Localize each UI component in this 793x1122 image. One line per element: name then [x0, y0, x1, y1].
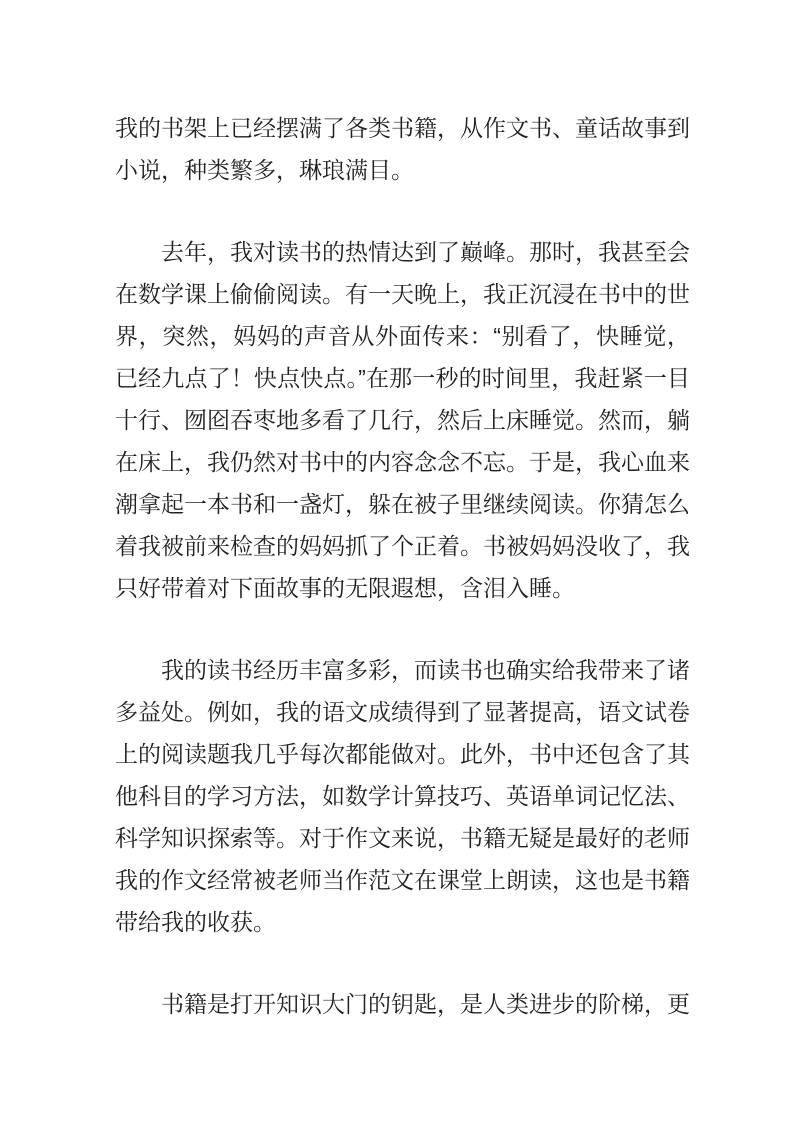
paragraph: 去年，我对读书的热情达到了巅峰。那时，我甚至会在数学课上偷偷阅读。有一天晚上，我正沉浸在书中的世界，突然，妈妈的声音从外面传来：“别看了，快睡觉，已经九点了！快点快点。”在那一秒的时间里，我赶紧一目十行、囫囵吞枣地多看了几行，然后上床睡觉。然而，躺在床上，我仍然对书中的内容念念不忘。于是，我心血来潮拿起一本书和一盏灯，躲在被子里继续阅读。你猜怎么着我被前来检查的妈妈抓了个正着。书被妈妈没收了，我只好带着对下面故事的无限遐想，含泪入睡。: [115, 239, 690, 601]
paragraph: 书籍是打开知识大门的钥匙，是人类进步的阶梯，更: [161, 991, 690, 1017]
paragraph: 我的书架上已经摆满了各类书籍，从作文书、童话故事到小说，种类繁多，琳琅满目。: [115, 115, 690, 183]
paragraph: 我的读书经历丰富多彩，而读书也确实给我带来了诸多益处。例如，我的语文成绩得到了显著提高，语文试卷上的阅读题我几乎每次都能做对。此外，书中还包含了其他科目的学习方法，如数学计算技巧、英语单词记忆法、科学知识探索等。对于作文来说，书籍无疑是最好的老师我的作文经常被老师当作范文在课堂上朗读，这也是书籍带给我的收获。: [115, 657, 690, 935]
